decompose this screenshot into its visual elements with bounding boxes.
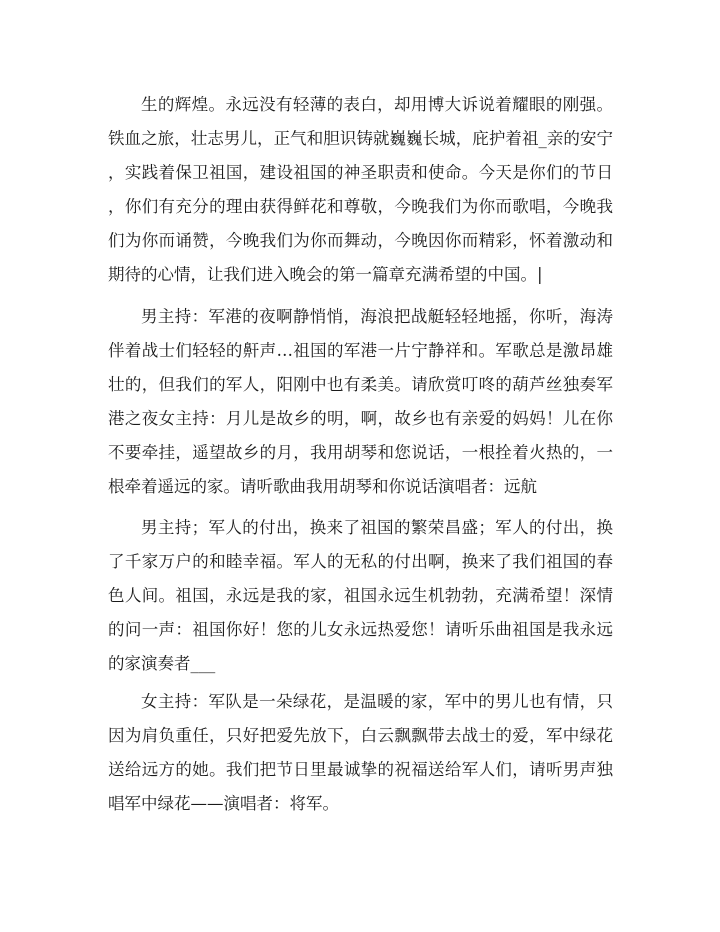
paragraph-male-host-1 [108, 300, 613, 504]
text-line: 男主持：军港的夜啊静悄悄，海浪把战艇轻轻地摇，你听，海涛 [141, 307, 613, 326]
text-line: 色人间。祖国，永远是我的家，祖国永远生机勃勃，充满希望！深情 [108, 586, 613, 605]
text-line: 了千家万户的和睦幸福。军人的无私的付出啊，换来了我们祖国的春 [108, 552, 613, 571]
paragraph-male-host-2 [108, 511, 613, 681]
text-line: 的问一声：祖国你好！您的儿女永远热爱您！请听乐曲祖国是我永远 [108, 620, 613, 639]
text-line: 不要牵挂，遥望故乡的月，我用胡琴和您说话，一根拴着火热的，一 [108, 443, 613, 462]
text-line: 期待的心情，让我们进入晚会的第一篇章充满希望的中国。| [108, 265, 543, 284]
text-line: 铁血之旅，壮志男儿，正气和胆识铸就巍巍长城，庇护着祖_亲的安宁 [108, 129, 613, 148]
paragraph-female-host [108, 685, 613, 821]
text-line: 男主持；军人的付出，换来了祖国的繁荣昌盛；军人的付出，换 [141, 518, 613, 537]
text-line: 的家演奏者___ [108, 654, 216, 673]
text-line: 根牵着遥远的家。请听歌曲我用胡琴和你说话演唱者：远航 [108, 477, 537, 496]
text-line: 生的辉煌。永远没有轻薄的表白，却用博大诉说着耀眼的刚强。 [141, 95, 613, 114]
text-line: ，你们有充分的理由获得鲜花和尊敬，今晚我们为你而歌唱，今晚我 [108, 197, 613, 216]
text-line: 女主持：军队是一朵绿花，是温暖的家，军中的男儿也有情，只 [141, 692, 613, 711]
text-line: 唱军中绿花——演唱者：将军。 [108, 794, 339, 813]
text-line: 伴着战士们轻轻的鼾声…祖国的军港一片宁静祥和。军歌总是激昂雄 [108, 341, 613, 360]
text-line: 壮的，但我们的军人，阳刚中也有柔美。请欣赏叮咚的葫芦丝独奏军 [108, 375, 613, 394]
text-line: 因为肩负重任，只好把爱先放下，白云飘飘带去战士的爱，军中绿花 [108, 726, 613, 745]
text-line: 送给远方的她。我们把节日里最诚挚的祝福送给军人们，请听男声独 [108, 760, 613, 779]
text-line: 们为你而诵赞，今晚我们为你而舞动，今晚因你而精彩，怀着激动和 [108, 231, 613, 250]
text-line: ，实践着保卫祖国，建设祖国的神圣职责和使命。今天是你们的节日 [108, 163, 613, 182]
text-line: 港之夜女主持：月儿是故乡的明，啊，故乡也有亲爱的妈妈！儿在你 [108, 409, 613, 428]
paragraph-opening [108, 88, 613, 292]
